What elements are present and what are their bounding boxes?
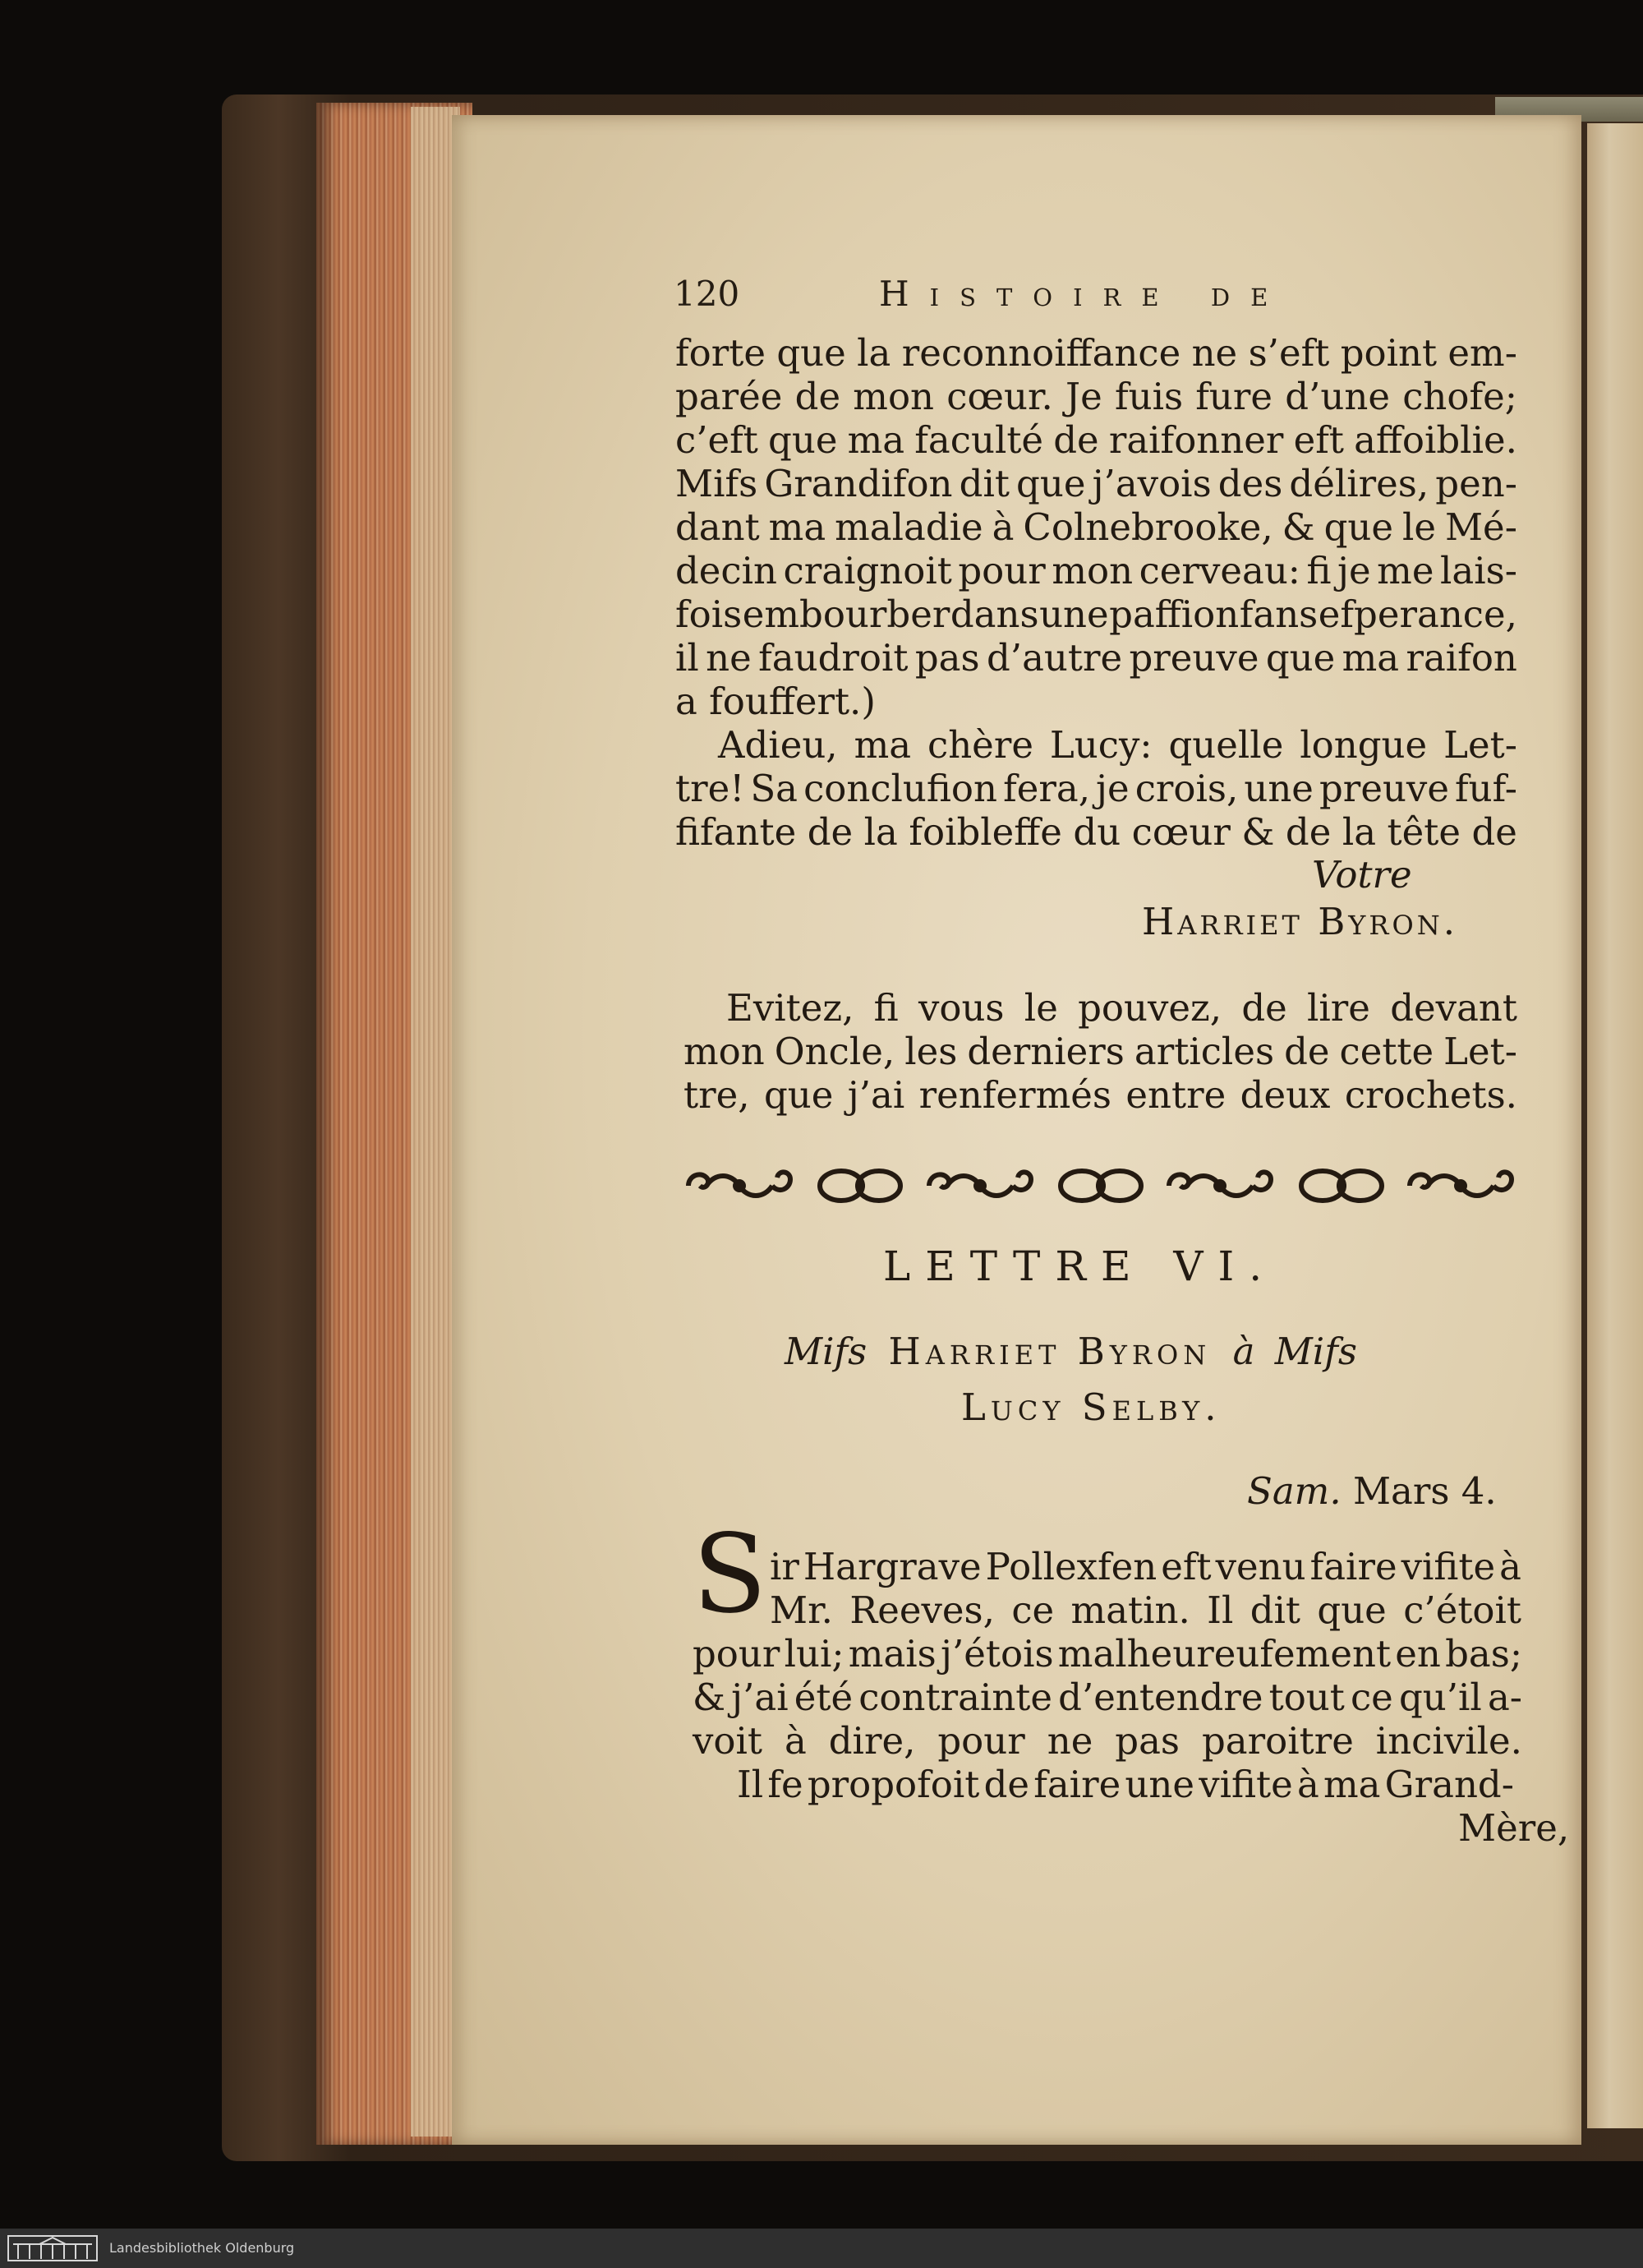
word: de xyxy=(1471,810,1517,854)
word: dire, xyxy=(828,1719,916,1763)
word: propofoit xyxy=(807,1763,980,1806)
word: qu’il xyxy=(1398,1676,1482,1719)
text-line xyxy=(770,1545,1521,1588)
address-miss: Mifs xyxy=(785,1330,868,1373)
library-name: Landesbibliothek Oldenburg xyxy=(109,2240,295,2256)
letter-date: Sam. Mars 4. xyxy=(1247,1469,1497,1513)
text-line xyxy=(675,767,1517,810)
word: Mifs xyxy=(675,462,758,505)
word: chère xyxy=(927,723,1033,767)
word: ma xyxy=(768,505,826,549)
word: Mr. xyxy=(770,1588,833,1632)
word: mon xyxy=(1052,549,1134,592)
word: en xyxy=(1395,1632,1441,1676)
word: quelle xyxy=(1168,723,1284,767)
body-last-line xyxy=(737,1763,1514,1806)
word: fi xyxy=(873,986,899,1030)
word: de xyxy=(1053,418,1099,462)
letter-title: LETTRE VI. xyxy=(883,1242,1277,1290)
word: à xyxy=(1296,1763,1319,1806)
word: je xyxy=(1337,549,1371,592)
text-line xyxy=(683,986,1517,1030)
word: fi xyxy=(1306,549,1332,592)
word: venu xyxy=(1215,1545,1306,1588)
word: cerveau: xyxy=(1139,549,1300,592)
word: que xyxy=(776,331,846,375)
word: fure xyxy=(1195,375,1273,418)
word: parée xyxy=(675,375,783,418)
text-line xyxy=(675,462,1517,505)
word: vous xyxy=(918,986,1005,1030)
word: fe xyxy=(767,1763,803,1806)
word: d’entendre xyxy=(1058,1676,1263,1719)
word: crochets. xyxy=(1344,1073,1517,1117)
word: affoiblie. xyxy=(1354,418,1517,462)
word: fans xyxy=(1239,592,1319,636)
paragraph-2 xyxy=(675,723,1517,854)
word: preuve xyxy=(1129,636,1259,680)
word: conclufion xyxy=(803,767,998,810)
word: je xyxy=(1096,767,1130,810)
ornament-knot-icon xyxy=(1293,1164,1390,1207)
word: derniers xyxy=(967,1030,1125,1073)
word: que xyxy=(1323,505,1394,549)
paragraph-1 xyxy=(675,331,1517,680)
word: chofe; xyxy=(1402,375,1517,418)
word: que xyxy=(763,1073,834,1117)
word: dans xyxy=(950,592,1039,636)
word: Let- xyxy=(1443,1030,1517,1073)
word: Il xyxy=(737,1763,764,1806)
word: les xyxy=(904,1030,958,1073)
word: Adieu, xyxy=(718,723,838,767)
word: s’eft xyxy=(1248,331,1330,375)
word: fuis xyxy=(1114,375,1184,418)
word: lais- xyxy=(1440,549,1517,592)
word: des xyxy=(1217,462,1283,505)
word: embourber xyxy=(742,592,950,636)
word: ma xyxy=(1342,636,1400,680)
word: de xyxy=(983,1763,1029,1806)
ornament-band xyxy=(682,1157,1520,1215)
word: raifon xyxy=(1406,636,1517,680)
word: mon xyxy=(683,1030,765,1073)
word: dant xyxy=(675,505,760,549)
word: de xyxy=(1284,1030,1330,1073)
word: cœur. xyxy=(946,375,1053,418)
word: voit xyxy=(693,1719,762,1763)
word: pas xyxy=(1115,1719,1180,1763)
word: cœur xyxy=(1131,810,1231,854)
word: ma xyxy=(847,418,905,462)
word: Mé- xyxy=(1444,505,1517,549)
word: & xyxy=(693,1676,726,1719)
body-line-2 xyxy=(770,1588,1521,1632)
library-building-icon xyxy=(7,2233,99,2264)
word: vifite xyxy=(1199,1763,1293,1806)
word: longue xyxy=(1300,723,1428,767)
word: ne xyxy=(1047,1719,1093,1763)
word: eft xyxy=(1161,1545,1212,1588)
word: mais xyxy=(848,1632,937,1676)
page-number: 120 xyxy=(674,274,740,314)
address-miss-2: Mifs xyxy=(1274,1330,1357,1373)
word: contrainte xyxy=(858,1676,1053,1719)
ornament-scroll-icon xyxy=(1403,1164,1520,1207)
word: délires, xyxy=(1289,462,1429,505)
word: ir xyxy=(770,1545,799,1588)
word: une xyxy=(1125,1763,1195,1806)
running-title: Histoire de xyxy=(879,274,1289,314)
word: ce xyxy=(1350,1676,1393,1719)
text-line xyxy=(675,418,1517,462)
word: faire xyxy=(1309,1545,1397,1588)
text-line xyxy=(683,1073,1517,1117)
word: & xyxy=(1241,810,1275,854)
word: Hargrave xyxy=(803,1545,982,1588)
word: faudroit xyxy=(758,636,909,680)
word: Evitez, xyxy=(726,986,854,1030)
text-line xyxy=(675,636,1517,680)
word: pouvez, xyxy=(1078,986,1222,1030)
text-line xyxy=(683,1030,1517,1073)
closing-votre: Votre xyxy=(1312,853,1412,897)
word: Je xyxy=(1065,375,1102,418)
word: que xyxy=(768,418,838,462)
word: la xyxy=(863,810,898,854)
word: tre, xyxy=(683,1073,750,1117)
word: faculté xyxy=(914,418,1044,462)
word: fois xyxy=(675,592,743,636)
word: Grandifon xyxy=(764,462,953,505)
signature: Harriet Byron. xyxy=(1142,900,1459,943)
word: ne xyxy=(706,636,752,680)
word: pen- xyxy=(1435,462,1517,505)
word: paroitre xyxy=(1201,1719,1354,1763)
text-line xyxy=(693,1719,1522,1763)
word: forte xyxy=(675,331,766,375)
word: que xyxy=(1317,1588,1387,1632)
word: ma xyxy=(854,723,912,767)
word: Lucy: xyxy=(1049,723,1153,767)
word: j’ai xyxy=(847,1073,905,1117)
word: cette xyxy=(1339,1030,1434,1073)
word: lire xyxy=(1307,986,1370,1030)
letter-address-line-2: Lucy Selby. xyxy=(961,1385,1222,1429)
word: incivile. xyxy=(1375,1719,1522,1763)
word: mon xyxy=(853,375,935,418)
text-line xyxy=(675,810,1517,854)
word: dit xyxy=(1250,1588,1301,1632)
word: j’étois xyxy=(941,1632,1054,1676)
word: que xyxy=(1265,636,1336,680)
text-line xyxy=(693,1676,1522,1719)
word: une xyxy=(1039,592,1109,636)
word: tête xyxy=(1387,810,1461,854)
address-to: à xyxy=(1232,1330,1255,1373)
word: entre xyxy=(1125,1073,1226,1117)
word: c’eft xyxy=(675,418,758,462)
word: maladie xyxy=(835,505,983,549)
word: a- xyxy=(1487,1676,1522,1719)
word: pour xyxy=(693,1632,780,1676)
catchword: Mère, xyxy=(1458,1806,1570,1850)
word: matin. xyxy=(1070,1588,1190,1632)
word: de xyxy=(794,375,841,418)
word: foibleffe xyxy=(909,810,1062,854)
word: Sa xyxy=(750,767,798,810)
text-line xyxy=(737,1763,1514,1806)
word: ne xyxy=(1191,331,1238,375)
text-line xyxy=(675,331,1517,375)
word: paffion xyxy=(1109,592,1240,636)
word: fifante xyxy=(675,810,797,854)
word: il xyxy=(675,636,699,680)
footer-bar xyxy=(0,2229,1643,2268)
word: eft xyxy=(1293,418,1344,462)
address-name: Harriet Byron xyxy=(888,1330,1212,1373)
word: crois, xyxy=(1134,767,1239,810)
word: pour xyxy=(937,1719,1025,1763)
text-line xyxy=(675,375,1517,418)
word: la xyxy=(1342,810,1377,854)
word: Colnebrooke, xyxy=(1023,505,1273,549)
word: de xyxy=(1285,810,1332,854)
word: dit xyxy=(959,462,1010,505)
word: deux xyxy=(1240,1073,1331,1117)
word: malheureufement xyxy=(1057,1632,1392,1676)
word: renfermés xyxy=(918,1073,1111,1117)
word: de xyxy=(1241,986,1287,1030)
word: ce xyxy=(1011,1588,1055,1632)
word: fera, xyxy=(1003,767,1090,810)
word: efperance, xyxy=(1318,592,1517,636)
word: decin xyxy=(675,549,778,592)
word: pour xyxy=(958,549,1046,592)
word: ma xyxy=(1323,1763,1381,1806)
postscript xyxy=(683,986,1517,1117)
text-line xyxy=(770,1588,1521,1632)
word: lui; xyxy=(784,1632,845,1676)
word: j’ai xyxy=(731,1676,789,1719)
word: Let- xyxy=(1443,723,1517,767)
word: raifonner xyxy=(1108,418,1284,462)
word: c’étoit xyxy=(1403,1588,1521,1632)
word: Reeves, xyxy=(849,1588,995,1632)
word: d’autre xyxy=(986,636,1123,680)
word: & xyxy=(1282,505,1315,549)
text-line xyxy=(675,505,1517,549)
text-line xyxy=(675,592,1517,636)
word: articles xyxy=(1134,1030,1275,1073)
word: fuf- xyxy=(1455,767,1517,810)
word: j’avois xyxy=(1092,462,1212,505)
word: une xyxy=(1244,767,1314,810)
body-lines xyxy=(693,1632,1522,1763)
word: tout xyxy=(1268,1676,1345,1719)
letter-address-line-1 xyxy=(785,1330,1357,1373)
body-line-1 xyxy=(770,1545,1521,1588)
word: de xyxy=(807,810,854,854)
word: em- xyxy=(1447,331,1517,375)
word: Oncle, xyxy=(774,1030,895,1073)
text-line xyxy=(693,1632,1522,1676)
running-head xyxy=(674,274,1532,320)
word: Il xyxy=(1207,1588,1234,1632)
word: bas; xyxy=(1445,1632,1522,1676)
word: à xyxy=(1499,1545,1521,1588)
word: Pollexfen xyxy=(985,1545,1157,1588)
ornament-scroll-icon xyxy=(923,1164,1039,1207)
word: du xyxy=(1073,810,1121,854)
word: faire xyxy=(1033,1763,1121,1806)
word: d’une xyxy=(1285,375,1390,418)
word: devant xyxy=(1390,986,1517,1030)
word: le xyxy=(1402,505,1437,549)
word: me xyxy=(1377,549,1434,592)
word: tre! xyxy=(675,767,745,810)
word: que xyxy=(1016,462,1086,505)
ornament-knot-icon xyxy=(812,1164,909,1207)
word: pas xyxy=(914,636,980,680)
word: le xyxy=(1024,986,1058,1030)
word: à xyxy=(784,1719,807,1763)
word: vifite xyxy=(1401,1545,1496,1588)
ornament-knot-icon xyxy=(1052,1164,1149,1207)
word: craignoit xyxy=(783,549,952,592)
word: la xyxy=(857,331,891,375)
ornament-scroll-icon xyxy=(1162,1164,1279,1207)
word: à xyxy=(992,505,1015,549)
facing-page xyxy=(1587,123,1643,2128)
text-line xyxy=(675,549,1517,592)
word: reconnoiffance xyxy=(901,331,1181,375)
word: preuve xyxy=(1319,767,1449,810)
word: Grand- xyxy=(1384,1763,1514,1806)
word: point xyxy=(1340,331,1438,375)
ornament-scroll-icon xyxy=(682,1164,798,1207)
text-line xyxy=(675,723,1517,767)
word: été xyxy=(794,1676,854,1719)
paragraph-1-last-line: a fouffert.) xyxy=(675,680,876,723)
drop-cap: S xyxy=(693,1511,767,1638)
